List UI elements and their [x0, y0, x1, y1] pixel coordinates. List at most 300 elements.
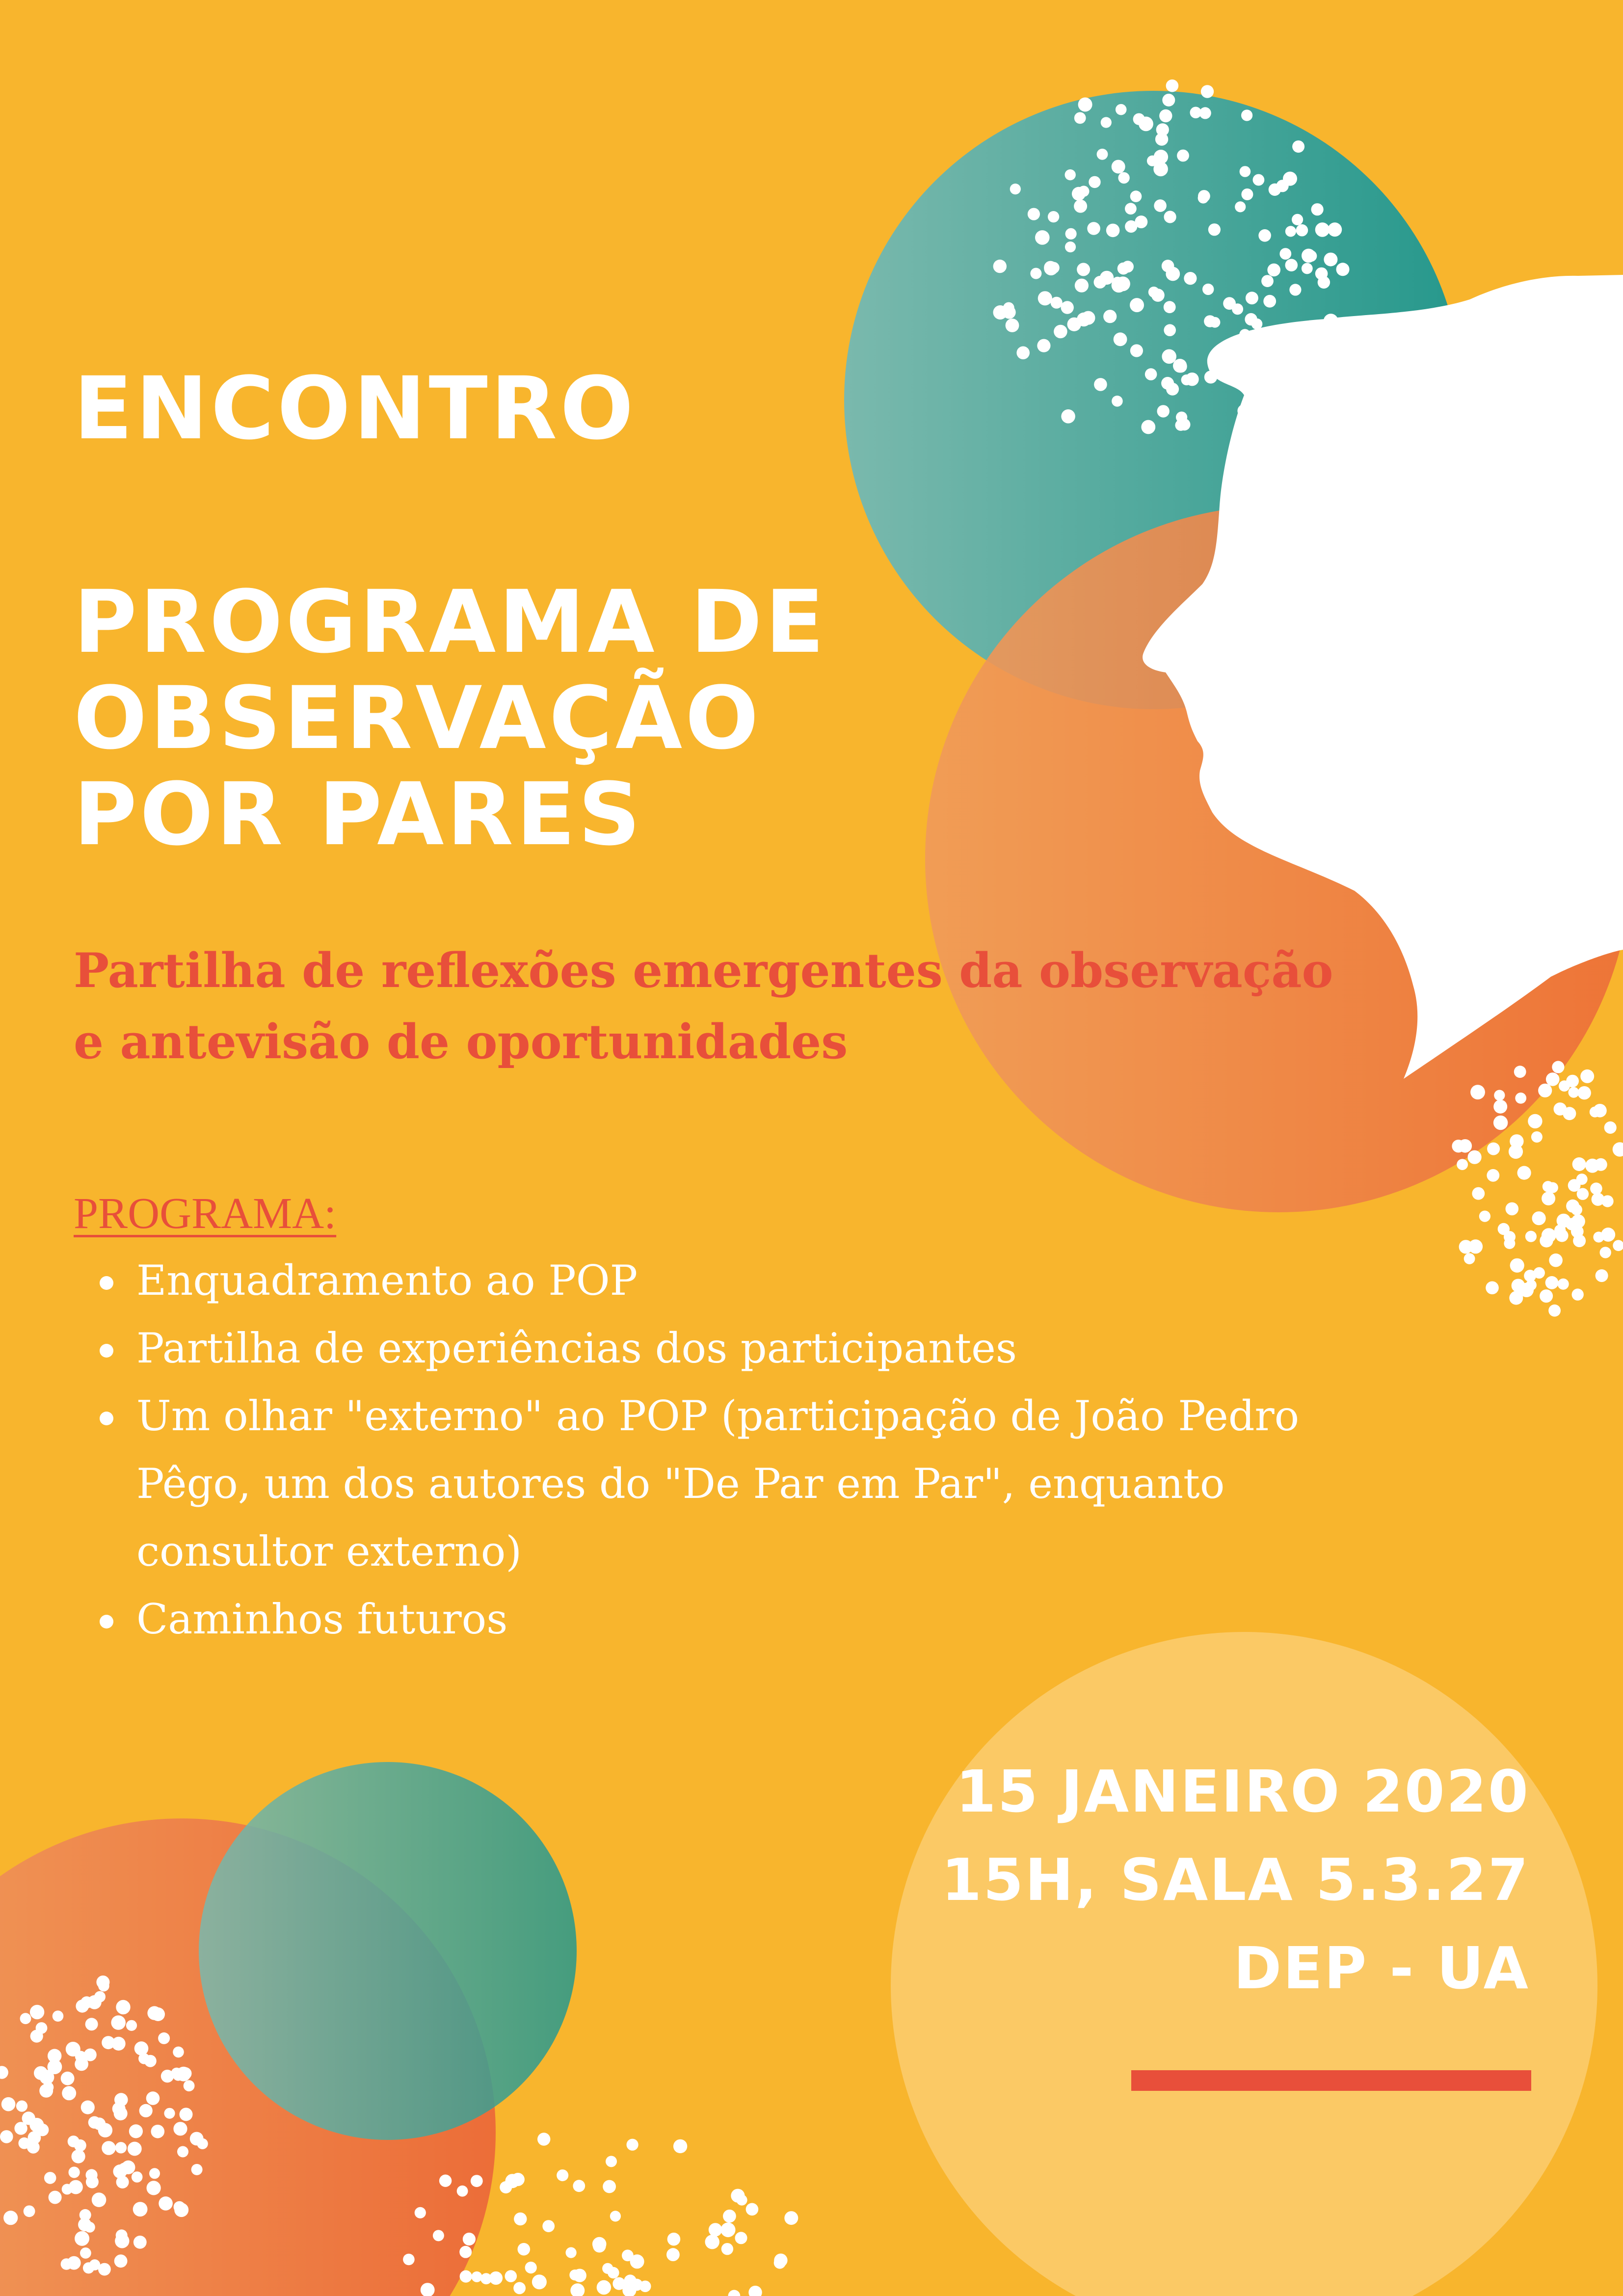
decorative-dot — [1106, 224, 1120, 238]
decorative-dot — [514, 2213, 527, 2225]
decorative-dot — [1613, 1240, 1623, 1251]
decorative-dot — [1164, 211, 1176, 223]
decorative-dot — [1067, 318, 1081, 331]
decorative-dot — [721, 2222, 736, 2237]
program-heading-line: POR PARES — [74, 764, 643, 865]
decorative-dot — [1263, 295, 1276, 308]
decorative-dot — [1253, 174, 1265, 186]
decorative-dot — [1178, 419, 1190, 430]
decorative-dot — [159, 2196, 173, 2211]
decorative-dot — [1258, 229, 1271, 242]
decorative-dot — [709, 2223, 722, 2237]
decorative-dot — [1596, 1269, 1608, 1282]
decorative-dot — [593, 2240, 606, 2253]
decorative-dot — [1514, 1066, 1526, 1078]
decorative-dot — [525, 2262, 537, 2273]
decorative-dot — [144, 2055, 157, 2067]
decorative-dot — [1506, 1202, 1519, 1216]
teal-circle-bottom — [199, 1762, 577, 2140]
decorative-dot — [439, 2175, 452, 2187]
decorative-dot — [78, 2218, 91, 2231]
decorative-dot — [133, 2236, 147, 2249]
decorative-dot — [1241, 109, 1252, 121]
program-item: Caminhos futuros — [96, 1585, 1421, 1653]
decorative-dot — [532, 2274, 547, 2289]
decorative-dot — [1556, 1229, 1569, 1242]
decorative-dot — [1038, 291, 1052, 305]
decorative-dot — [98, 2123, 112, 2137]
decorative-dot — [631, 2279, 643, 2291]
decorative-dot — [612, 2277, 625, 2290]
decorative-dot — [1112, 160, 1125, 174]
decorative-dot — [1504, 1238, 1515, 1249]
decorative-dot — [98, 1980, 109, 1992]
decorative-dot — [731, 2189, 745, 2203]
decorative-dot — [1130, 344, 1143, 357]
decorative-dot — [190, 2132, 204, 2146]
decorative-dot — [1240, 166, 1251, 177]
decorative-dot — [1471, 1086, 1485, 1099]
decorative-dot — [1576, 1174, 1588, 1185]
decorative-dot — [518, 2243, 531, 2256]
decorative-dot — [1245, 388, 1259, 401]
decorative-dot — [1198, 190, 1210, 202]
decorative-dot — [1048, 211, 1059, 222]
decorative-dot — [81, 2101, 95, 2114]
program-heading-line: OBSERVAÇÃO — [74, 668, 762, 769]
decorative-dot — [1538, 1084, 1552, 1097]
decorative-dot — [1464, 1253, 1475, 1264]
decorative-dot — [1044, 261, 1057, 274]
decorative-dot — [459, 2246, 472, 2258]
decorative-dot — [1114, 332, 1127, 346]
event-date: 15 JANEIRO 2020 — [956, 1758, 1530, 1825]
decorative-dot — [1311, 346, 1323, 357]
decorative-dot — [1517, 1166, 1531, 1180]
decorative-dot — [126, 2020, 137, 2031]
decorative-dot — [513, 2282, 526, 2295]
decorative-dot — [1116, 276, 1130, 291]
decorative-dot — [1246, 292, 1258, 304]
decorative-dot — [177, 2146, 188, 2158]
decorative-dot — [463, 2233, 476, 2245]
decorative-dot — [1486, 1281, 1499, 1295]
decorative-dot — [1548, 1305, 1561, 1317]
decorative-dot — [1487, 1143, 1500, 1155]
decorative-dot — [1037, 339, 1050, 352]
decorative-dot — [0, 2130, 13, 2143]
decorative-dot — [1208, 223, 1221, 236]
decorative-dot — [98, 2263, 111, 2276]
decorative-dot — [1139, 117, 1153, 132]
decorative-dot — [1201, 85, 1214, 98]
decorative-dot — [1232, 303, 1243, 315]
decorative-dot — [1283, 380, 1297, 393]
decorative-dot — [102, 2141, 116, 2155]
decorative-dot — [1545, 1276, 1559, 1289]
decorative-dot — [471, 2175, 483, 2187]
decorative-dot — [1525, 1231, 1537, 1242]
decorative-dot — [1074, 200, 1087, 213]
program-heading-line: PROGRAMA DE — [74, 572, 827, 672]
decorative-dot — [102, 2036, 115, 2049]
program-item: Partilha de experiências dos participantes — [96, 1314, 1421, 1382]
decorative-dot — [433, 2230, 444, 2241]
decorative-dot — [146, 2091, 160, 2105]
decorative-dot — [1542, 1192, 1555, 1205]
decorative-dot — [1061, 409, 1075, 424]
decorative-dot — [784, 2211, 798, 2225]
decorative-dot — [1279, 248, 1291, 260]
decorative-dot — [415, 2207, 426, 2218]
decorative-dot — [114, 2107, 128, 2120]
decorative-dot — [993, 260, 1007, 273]
decorative-dot — [1285, 226, 1296, 237]
decorative-dot — [1253, 409, 1266, 422]
decorative-dot — [1101, 117, 1112, 128]
decorative-dot — [1184, 272, 1197, 285]
decorative-dot — [1094, 378, 1107, 391]
decorative-dot — [573, 2180, 585, 2192]
decorative-dot — [61, 2258, 73, 2270]
event-time: 15H, SALA 5.3.27 — [941, 1846, 1530, 1914]
decorative-dot — [116, 2229, 128, 2241]
decorative-dot — [80, 2247, 91, 2259]
decorative-dot — [1159, 109, 1172, 122]
decorative-dot — [705, 2235, 719, 2249]
event-title: ENCONTRO — [74, 358, 637, 459]
decorative-dot — [34, 2066, 48, 2080]
decorative-dot — [746, 2203, 759, 2216]
decorative-dot — [1161, 377, 1174, 390]
decorative-dot — [1035, 230, 1050, 245]
decorative-dot — [1549, 1254, 1563, 1267]
decorative-dot — [1103, 310, 1117, 323]
decorative-dot — [1604, 1121, 1617, 1134]
decorative-dot — [111, 2015, 126, 2030]
decorative-dot — [1164, 324, 1176, 336]
decorative-dot — [1573, 1234, 1586, 1247]
decorative-dot — [1318, 276, 1330, 289]
decorative-dot — [723, 2210, 736, 2223]
decorative-dot — [728, 2290, 741, 2296]
accent-line — [1131, 2070, 1531, 2091]
decorative-dot — [1493, 1116, 1508, 1130]
decorative-dot — [542, 2220, 555, 2232]
decorative-dot — [666, 2248, 680, 2261]
decorative-dot — [748, 2286, 762, 2296]
decorative-dot — [1094, 276, 1107, 289]
decorative-dot — [1177, 150, 1189, 162]
decorative-dot — [1292, 140, 1304, 153]
decorative-dot — [85, 2018, 98, 2030]
decorative-dot — [1156, 123, 1169, 136]
decorative-dot — [1078, 186, 1090, 197]
decorative-dot — [69, 2180, 83, 2194]
decorative-dot — [1130, 190, 1142, 202]
decorative-dot — [116, 2000, 130, 2014]
decorative-dot — [180, 2108, 193, 2121]
decorative-dot — [1534, 1267, 1545, 1279]
decorative-dot — [1292, 214, 1303, 225]
decorative-dot — [61, 2072, 75, 2085]
decorative-dot — [36, 2124, 49, 2136]
decorative-dot — [30, 2005, 44, 2019]
decorative-dot — [1540, 1289, 1553, 1303]
decorative-dot — [1166, 80, 1179, 92]
decorative-dot — [128, 2142, 142, 2156]
decorative-dot — [1130, 298, 1144, 312]
decorative-dot — [403, 2254, 415, 2266]
decorative-dot — [132, 2171, 143, 2183]
decorative-dot — [505, 2270, 517, 2282]
decorative-dot — [87, 1995, 102, 2009]
decorative-dot — [129, 2124, 143, 2138]
decorative-dot — [1510, 1134, 1523, 1148]
decorative-dot — [1305, 250, 1317, 262]
program-list — [96, 1247, 1421, 1653]
decorative-dot — [1487, 1169, 1499, 1182]
decorative-dot — [606, 2156, 617, 2167]
decorative-dot — [1162, 349, 1176, 364]
program-heading — [74, 574, 827, 863]
decorative-dot — [1162, 94, 1175, 107]
decorative-dot — [1190, 107, 1202, 119]
decorative-dot — [147, 2181, 161, 2195]
decorative-dot — [1296, 224, 1308, 237]
decorative-dot — [1181, 374, 1192, 385]
decorative-dot — [1336, 263, 1350, 276]
decorative-dot — [480, 2273, 492, 2284]
decorative-dot — [1028, 208, 1040, 220]
decorative-dot — [1141, 420, 1155, 434]
decorative-dot — [1468, 1150, 1482, 1164]
decorative-dot — [1283, 172, 1297, 186]
decorative-dot — [53, 2010, 64, 2022]
decorative-dot — [173, 2122, 187, 2136]
decorative-dot — [133, 2202, 148, 2216]
decorative-dot — [1204, 371, 1217, 383]
decorative-dot — [151, 2125, 165, 2138]
decorative-dot — [1074, 112, 1086, 124]
decorative-dot — [566, 2247, 577, 2258]
decorative-dot — [1241, 188, 1253, 200]
decorative-dot — [1532, 1211, 1546, 1225]
decorative-dot — [1239, 329, 1251, 340]
decorative-dot — [1204, 315, 1216, 327]
subtitle-line: Partilha de reflexões emergentes da observação — [74, 943, 1333, 998]
decorative-dot — [1117, 263, 1130, 275]
decorative-dot — [114, 2254, 128, 2268]
decorative-dot — [1147, 156, 1158, 166]
decorative-dot — [1202, 284, 1214, 295]
decorative-dot — [1543, 1181, 1554, 1192]
decorative-dot — [151, 2007, 165, 2021]
decorative-dot — [1154, 199, 1167, 212]
decorative-dot — [1054, 325, 1067, 339]
decorative-dot — [1531, 1131, 1543, 1143]
decorative-dot — [1175, 360, 1187, 373]
decorative-dot — [1324, 314, 1338, 328]
decorative-dot — [174, 2203, 188, 2217]
decorative-dot — [1515, 1093, 1526, 1104]
decorative-dot — [113, 2164, 127, 2178]
decorative-dot — [774, 2254, 787, 2267]
decorative-dot — [1563, 1107, 1576, 1120]
decorative-dot — [75, 2231, 89, 2246]
decorative-dot — [1065, 241, 1076, 252]
decorative-dot — [673, 2139, 687, 2153]
subtitle-line: e antevisão de oportunidades — [74, 1014, 848, 1069]
decorative-dot — [1452, 1140, 1464, 1152]
decorative-dot — [1601, 1195, 1613, 1207]
decorative-dot — [511, 2173, 525, 2186]
decorative-dot — [1493, 1100, 1507, 1114]
decorative-dot — [161, 2070, 174, 2082]
decorative-dot — [1116, 104, 1127, 115]
decorative-dot — [1003, 302, 1014, 314]
decorative-dot — [20, 2013, 31, 2024]
decorative-dot — [1162, 260, 1174, 272]
decorative-dot — [173, 2047, 184, 2058]
decorative-dot — [1546, 1072, 1560, 1086]
program-item: Enquadramento ao POP — [96, 1247, 1421, 1314]
decorative-dot — [39, 2084, 53, 2098]
decorative-dot — [1580, 1069, 1594, 1083]
decorative-dot — [569, 2269, 580, 2280]
decorative-dot — [72, 2150, 85, 2163]
decorative-dot — [721, 2243, 733, 2255]
decorative-dot — [1229, 347, 1244, 361]
decorative-dot — [1087, 222, 1100, 235]
decorative-dot — [1593, 1104, 1607, 1118]
decorative-dot — [1065, 228, 1077, 240]
decorative-dot — [460, 2270, 472, 2283]
decorative-dot — [69, 2166, 80, 2178]
decorative-dot — [1569, 1087, 1579, 1098]
decorative-dot — [1078, 98, 1092, 112]
decorative-dot — [1528, 1114, 1542, 1128]
decorative-dot — [1237, 404, 1251, 418]
decorative-dot — [134, 2041, 149, 2056]
decorative-dot — [1157, 405, 1170, 417]
decorative-dot — [48, 2049, 61, 2063]
decorative-dot — [1261, 275, 1274, 287]
decorative-dot — [735, 2232, 747, 2244]
decorative-dot — [1266, 372, 1280, 386]
decorative-dot — [608, 2267, 619, 2279]
program-label: PROGRAMA: — [74, 1189, 337, 1238]
decorative-dot — [49, 2191, 62, 2204]
decorative-dot — [1097, 149, 1108, 160]
decorative-dot — [1125, 203, 1137, 214]
decorative-dot — [500, 2181, 512, 2193]
event-place: DEP - UA — [1233, 1934, 1530, 2002]
decorative-dot — [44, 2172, 56, 2184]
decorative-dot — [1590, 1182, 1602, 1195]
decorative-dot — [1125, 220, 1137, 233]
decorative-dot — [74, 2139, 86, 2152]
decorative-dot — [1552, 1061, 1564, 1073]
decorative-dot — [1600, 1247, 1611, 1258]
decorative-dot — [1510, 1258, 1524, 1273]
decorative-dot — [1472, 1187, 1485, 1200]
subtitle — [74, 935, 1399, 1077]
decorative-dot — [1016, 347, 1030, 360]
decorative-dot — [1267, 264, 1280, 277]
decorative-dot — [1065, 169, 1076, 180]
decorative-dot — [1077, 263, 1090, 276]
decorative-dot — [1270, 331, 1281, 343]
decorative-dot — [30, 2030, 43, 2043]
decorative-dot — [1324, 253, 1337, 267]
decorative-dot — [1164, 301, 1176, 313]
decorative-dot — [537, 2133, 550, 2145]
decorative-dot — [1148, 287, 1159, 297]
decorative-dot — [1328, 222, 1342, 237]
decorative-dot — [1559, 1080, 1570, 1092]
program-item: Um olhar "externo" ao POP (participação de João Pedro Pêgo, um dos autores do "De Par em Par", enquanto consultor externo) — [96, 1382, 1421, 1585]
decorative-dot — [191, 2164, 203, 2175]
decorative-dot — [164, 2108, 175, 2119]
decorative-dot — [1578, 1086, 1591, 1099]
decorative-dot — [76, 2000, 89, 2013]
decorative-dot — [603, 2180, 616, 2193]
decorative-dot — [667, 2233, 681, 2246]
decorative-dot — [627, 2139, 639, 2151]
decorative-dot — [1572, 1288, 1584, 1300]
decorative-dot — [149, 2168, 160, 2179]
decorative-dot — [1010, 184, 1021, 194]
decorative-dot — [83, 2262, 94, 2273]
decorative-dot — [3, 2211, 18, 2225]
decorative-dot — [610, 2211, 621, 2221]
decorative-dot — [139, 2104, 153, 2117]
decorative-dot — [92, 2192, 106, 2207]
decorative-dot — [1558, 1279, 1569, 1290]
decorative-dot — [1457, 1159, 1468, 1170]
decorative-dot — [1601, 1228, 1615, 1242]
decorative-dot — [1006, 319, 1019, 332]
decorative-dot — [1089, 176, 1100, 188]
decorative-dot — [1, 2097, 16, 2111]
decorative-dot — [1235, 201, 1246, 212]
decorative-dot — [1566, 1218, 1578, 1230]
decorative-dot — [1494, 1090, 1505, 1101]
decorative-dot — [1285, 259, 1298, 271]
decorative-dot — [62, 2086, 76, 2100]
decorative-dot — [1512, 1279, 1525, 1293]
decorative-dot — [622, 2250, 634, 2262]
decorative-dot — [1542, 1228, 1556, 1243]
decorative-dot — [557, 2169, 568, 2181]
decorative-dot — [1118, 172, 1129, 184]
decorative-dot — [1572, 1157, 1586, 1171]
decorative-dot — [1289, 284, 1301, 295]
decorative-dot — [597, 2280, 611, 2295]
decorative-dot — [1302, 263, 1313, 274]
decorative-dot — [1251, 319, 1263, 330]
decorative-dot — [1051, 297, 1063, 309]
decorative-dot — [1075, 279, 1089, 293]
decorative-dot — [86, 2169, 98, 2181]
decorative-dot — [570, 2283, 585, 2296]
decorative-dot — [1112, 396, 1123, 407]
decorative-dot — [472, 2271, 482, 2282]
decorative-dot — [176, 2067, 191, 2082]
decorative-dot — [1526, 1280, 1537, 1290]
decorative-dot — [457, 2186, 468, 2197]
